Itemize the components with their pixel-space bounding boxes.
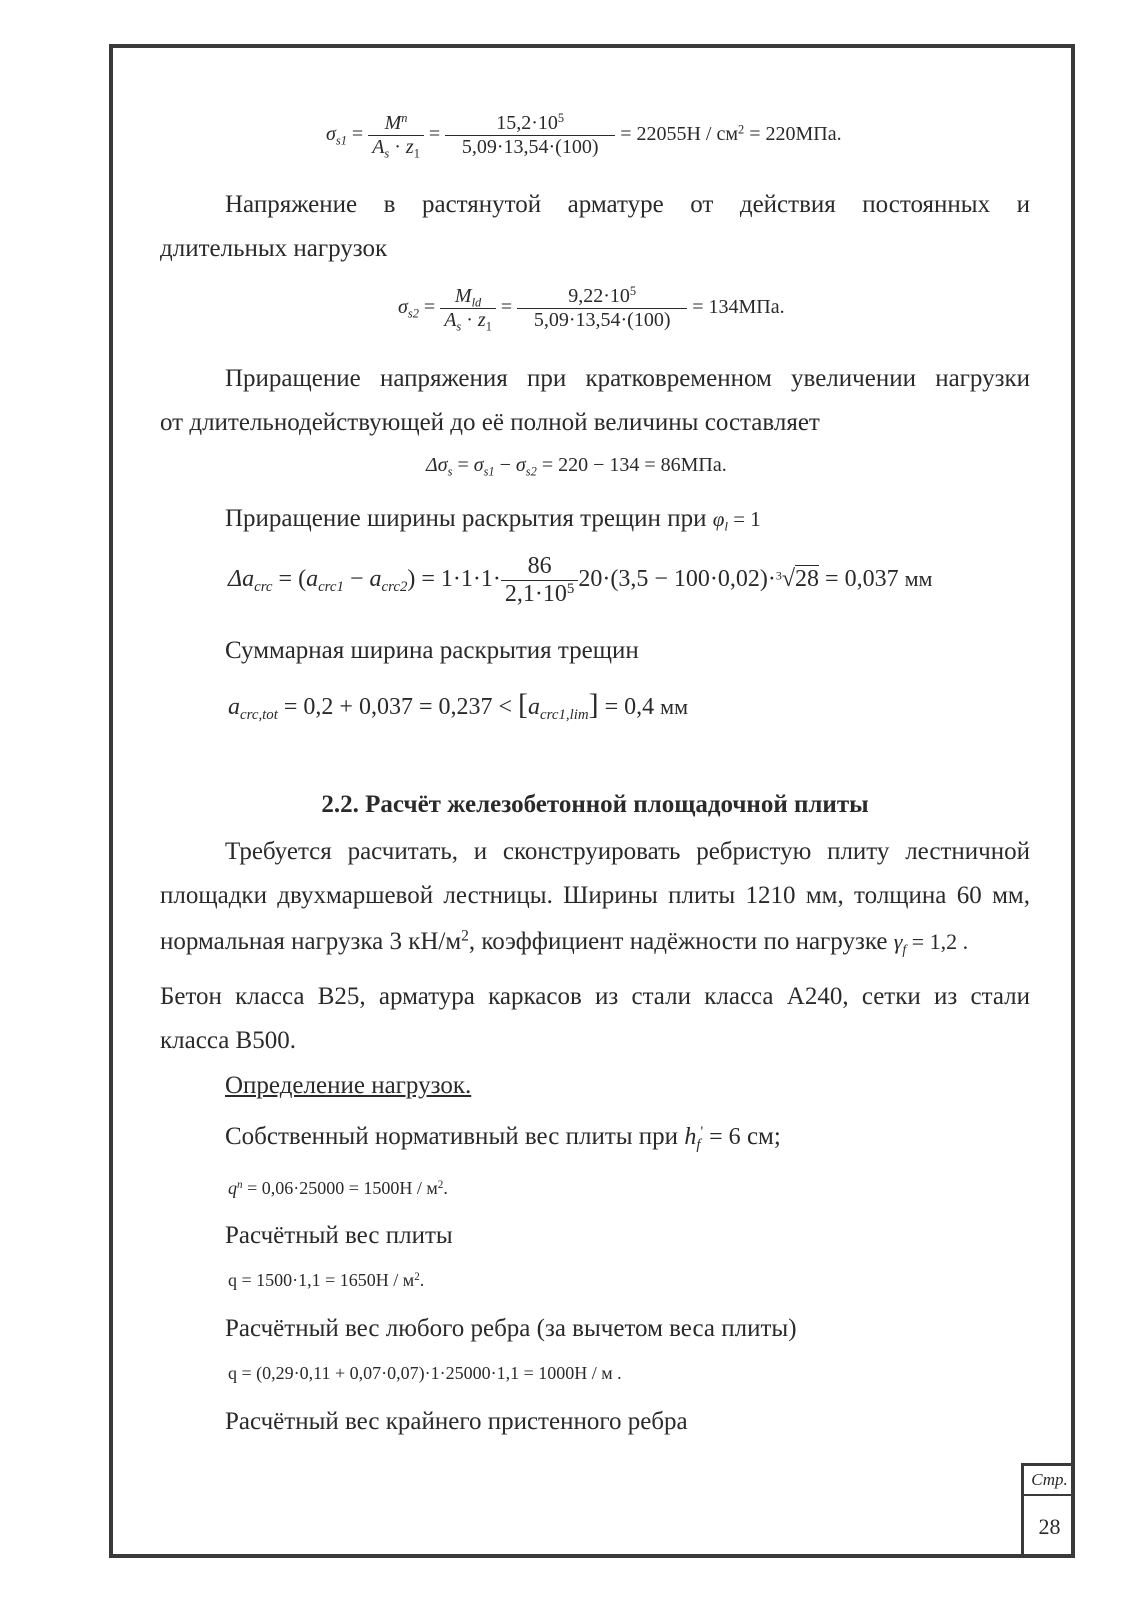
paragraph-line: Суммарная ширина раскрытия трещин <box>225 637 639 664</box>
section-heading: 2.2. Расчёт железобетонной площадочной плиты <box>321 791 869 818</box>
paragraph-line: Собственный нормативный вес плиты при $h_f' = 6$ см; <box>225 1123 781 1154</box>
formula-delta-sigma: $\Delta\sigma_s = \sigma_{s1} - \sigma_{s2} = 220 - 134 = 86МПа$. <box>426 454 727 479</box>
formula-sigma-s2: $\sigma_{s2}$ = $\frac{M_{ld}}{A_s \cdot z_1}$ = $\frac{9,22\cdot 10^5}{5,09\cdot 13,54\cdot(100)}$ = 134МПа. <box>398 284 785 334</box>
formula-q-slab: $q = 1500\cdot 1,1 = 1650H / м^2$. <box>228 1270 425 1290</box>
paragraph-line: Приращение ширины раскрытия трещин при $\varphi_l = 1$ <box>225 505 761 534</box>
subheading: Определение нагрузок. <box>225 1072 472 1099</box>
paragraph-line: Приращение напряжения при кратковременном увеличении нагрузки <box>225 365 1030 392</box>
paragraph-line: длительных нагрузок <box>160 235 388 262</box>
formula-sigma-s1: $\sigma_{s1}$ = $\frac{M^n}{A_s \cdot z_1}$ = $\frac{15,2\cdot 10^5}{5,09\cdot 13,54\cdot(100)}$ = $22055H / см^2 = 220МПа$. <box>326 111 842 161</box>
page-number-stamp <box>1021 1463 1075 1558</box>
formula-qn: $q^n = 0,06\cdot 25000 = 1500H / м^2$. <box>228 1178 448 1198</box>
formula-acrc-tot: $a_{crc,tot} = 0,2 + 0,037 = 0,237 < [a_{crc1,lim}] = 0,4$ мм <box>228 688 689 724</box>
paragraph-line: Напряжение в растянутой арматуре от действия постоянных и <box>225 191 1030 218</box>
formula-q-rib: q = (0,29·0,11 + 0,07·0,07)·1·25000·1,1 = 1000H / м . <box>228 1363 622 1383</box>
paragraph-line: нормальная нагрузка 3 $кН/м^2$, коэффициент надёжности по нагрузке $\gamma_f = 1,2$ . <box>160 927 969 957</box>
paragraph-line: Расчётный вес крайнего пристенного ребра <box>225 1408 688 1435</box>
formula-delta-acrc: $\Delta a_{crc} = (a_{crc1} - a_{crc2}) = 1\cdot 1\cdot 1\cdot$ $\frac{86}{2,1\cdot 10^5}$ 20·(3,5 − 100·0,02)·$^3$√28 = 0,037 мм <box>228 553 933 607</box>
paragraph-line: Бетон класса В25, арматура каркасов из стали класса А240, сетки из стали <box>160 983 1030 1010</box>
paragraph-line: Требуется расчитать, и сконструировать ребристую плиту лестничной <box>225 838 1030 865</box>
paragraph-line: класса В500. <box>160 1027 296 1054</box>
paragraph-line: площадки двухмаршевой лестницы. Ширины плиты 1210 мм, толщина 60 мм, <box>160 882 1030 909</box>
paragraph-line: Расчётный вес любого ребра (за вычетом веса плиты) <box>225 1315 797 1342</box>
stamp-label: Стр. <box>1024 1466 1075 1496</box>
paragraph-line: от длительнодействующей до её полной величины составляет <box>160 409 820 436</box>
page-number: 28 <box>1038 1514 1061 1539</box>
paragraph-line: Расчётный вес плиты <box>225 1222 453 1249</box>
